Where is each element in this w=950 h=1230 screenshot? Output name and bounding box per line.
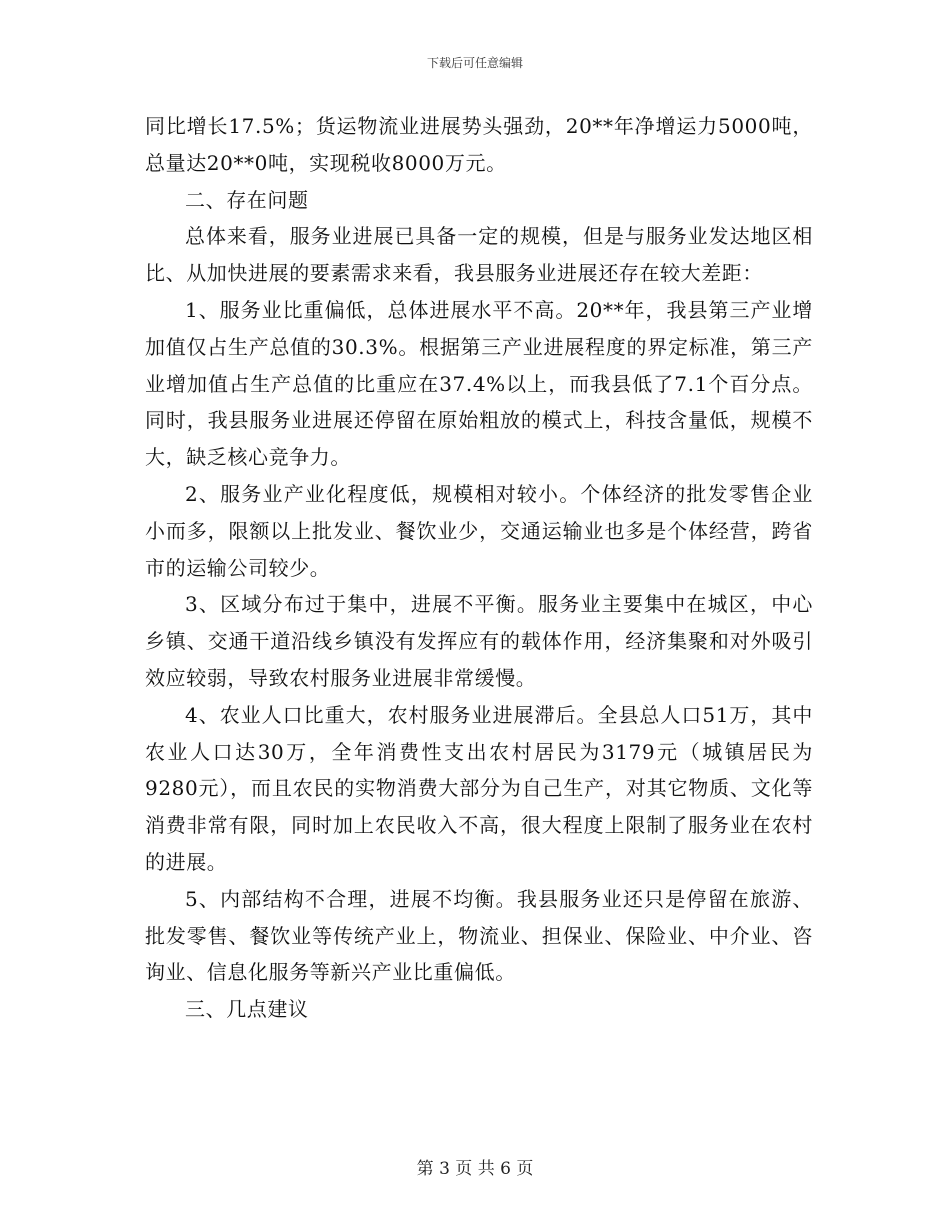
list-item: 3、区域分布过于集中，进展不平衡。服务业主要集中在城区，中心乡镇、交通干道沿线乡镇没有发挥应有的载体作用，经济集聚和对外吸引效应较弱，导致农村服务业进展非常缓慢。 — [145, 592, 813, 690]
page-header: 下载后可任意编辑 — [426, 56, 523, 70]
paragraph-continuation: 同比增长17.5%；货运物流业进展势头强劲，20**年净增运力5000吨，总量达20**0吨，实现税收8000万元。 — [145, 114, 813, 175]
list-item: 2、服务业产业化程度低，规模相对较小。个体经济的批发零售企业小而多，限额以上批发业、餐饮业少，交通运输业也多是个体经营，跨省市的运输公司较少。 — [145, 481, 813, 580]
document-body — [145, 108, 813, 1028]
page-footer: 第 3 页 共 6 页 — [416, 1159, 534, 1179]
list-item: 5、内部结构不合理，进展不均衡。我县服务业还只是停留在旅游、批发零售、餐饮业等传统产业上，物流业、担保业、保险业、中介业、咨询业、信息化服务等新兴产业比重偏低。 — [145, 886, 813, 985]
paragraph-intro: 总体来看，服务业进展已具备一定的规模，但是与服务业发达地区相比、从加快进展的要素需求来看，我县服务业进展还存在较大差距： — [145, 224, 813, 286]
list-item: 4、农业人口比重大，农村服务业进展滞后。全县总人口51万，其中农业人口达30万，全年消费性支出农村居民为3179元（城镇居民为9280元），而且农民的实物消费大部分为自己生产，对其它物质、文化等消费非常有限，同时加上农民收入不高，很大程度上限制了服务业在农村的进展。 — [145, 702, 813, 874]
section-heading-suggestions: 三、几点建议 — [185, 997, 309, 1022]
section-heading-problems: 二、存在问题 — [185, 187, 309, 212]
list-item: 1、服务业比重偏低，总体进展水平不高。20**年，我县第三产业增加值仅占生产总值的30.3%。根据第三产业进展程度的界定标准，第三产业增加值占生产总值的比重应在37.4%以上，而我县低了7.1个百分点。同时，我县服务业进展还停留在原始粗放的模式上，科技含量低，规模不大，缺乏核心竞争力。 — [145, 297, 813, 470]
